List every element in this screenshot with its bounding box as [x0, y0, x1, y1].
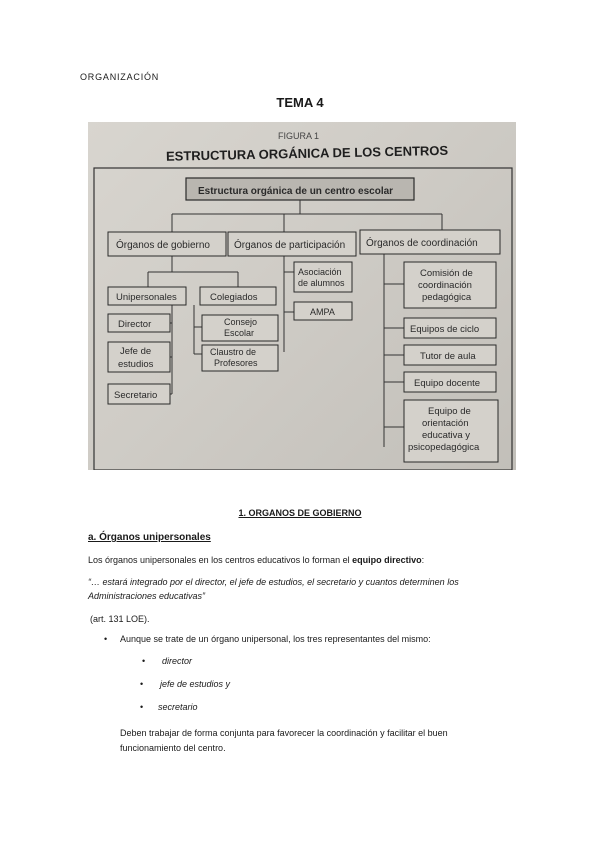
- document-header-label: ORGANIZACIÓN: [80, 72, 160, 82]
- label-jefe-line2: estudios: [118, 359, 154, 370]
- label-comision-line1: Comisión de: [420, 268, 473, 279]
- role-text: director: [162, 656, 193, 666]
- role-dot: •: [142, 656, 146, 666]
- quote-line-2: Administraciones educativas”: [88, 591, 206, 601]
- label-organos-participacion: Órganos de participación: [234, 240, 346, 251]
- article-reference: (art. 131 LOE).: [90, 614, 150, 624]
- label-unipersonales: Unipersonales: [116, 292, 177, 303]
- section-title: 1. ORGANOS DE GOBIERNO: [238, 508, 362, 518]
- label-orient-line2: orientación: [422, 418, 469, 429]
- org-chart-photo: [88, 122, 516, 470]
- intro-text: Los órganos unipersonales en los centros educativos lo forman el: [88, 555, 353, 565]
- org-chart-diagram: [88, 122, 516, 470]
- label-equipos-ciclo: Equipos de ciclo: [410, 324, 480, 335]
- label-secretario: Secretario: [114, 390, 158, 401]
- label-organos-gobierno: Órganos de gobierno: [116, 240, 210, 251]
- closing-paragraph: [120, 726, 510, 756]
- label-colegiados: Colegiados: [210, 292, 258, 303]
- subsection-title: a. Órganos unipersonales: [88, 532, 211, 543]
- label-claustro-line1: Claustro de: [210, 347, 257, 357]
- label-orient-line4: psicopedagógica: [408, 442, 480, 453]
- bullet-dot: •: [104, 634, 108, 644]
- label-equipo-docente: Equipo docente: [414, 378, 481, 389]
- role-dot: •: [140, 679, 144, 689]
- label-claustro-line2: Profesores: [214, 358, 258, 368]
- label-asociacion-line1: Asociación: [298, 267, 342, 277]
- label-consejo-line1: Consejo: [224, 317, 258, 327]
- label-organos-coordinacion: Órganos de coordinación: [366, 238, 478, 249]
- role-text: jefe de estudios y: [160, 679, 231, 689]
- intro-paragraph: [88, 555, 424, 565]
- label-tutor-aula: Tutor de aula: [420, 351, 476, 362]
- legal-quote: [88, 575, 518, 603]
- label-orient-line3: educativa y: [422, 430, 471, 441]
- document-title: TEMA 4: [276, 95, 324, 110]
- intro-end: :: [421, 555, 425, 565]
- role-text: secretario: [158, 702, 198, 712]
- figure-title: ESTRUCTURA ORGÁNICA DE LOS CENTROS: [165, 142, 449, 164]
- role-dot: •: [140, 702, 144, 712]
- root-label: Estructura orgánica de un centro escolar: [198, 186, 394, 197]
- label-orient-line1: Equipo de: [428, 406, 471, 417]
- label-consejo-line2: Escolar: [224, 328, 255, 338]
- bullet-text: Aunque se trate de un órgano unipersonal, los tres representantes del mismo:: [120, 634, 431, 644]
- label-ampa: AMPA: [310, 307, 335, 317]
- label-asociacion-line2: de alumnos: [298, 278, 345, 288]
- label-comision-line2: coordinación: [418, 280, 472, 291]
- label-director: Director: [118, 319, 152, 330]
- closing-line-2: funcionamiento del centro.: [120, 743, 226, 753]
- quote-line-1: “… estará integrado por el director, el jefe de estudios, el secretario y cuantos determinen los: [88, 577, 459, 587]
- figure-caption: FIGURA 1: [278, 131, 320, 141]
- label-comision-line3: pedagógica: [422, 292, 472, 303]
- intro-bold: equipo directivo: [352, 555, 422, 565]
- closing-line-1: Deben trabajar de forma conjunta para favorecer la coordinación y facilitar el buen: [120, 728, 448, 738]
- label-jefe-line1: Jefe de: [120, 346, 152, 357]
